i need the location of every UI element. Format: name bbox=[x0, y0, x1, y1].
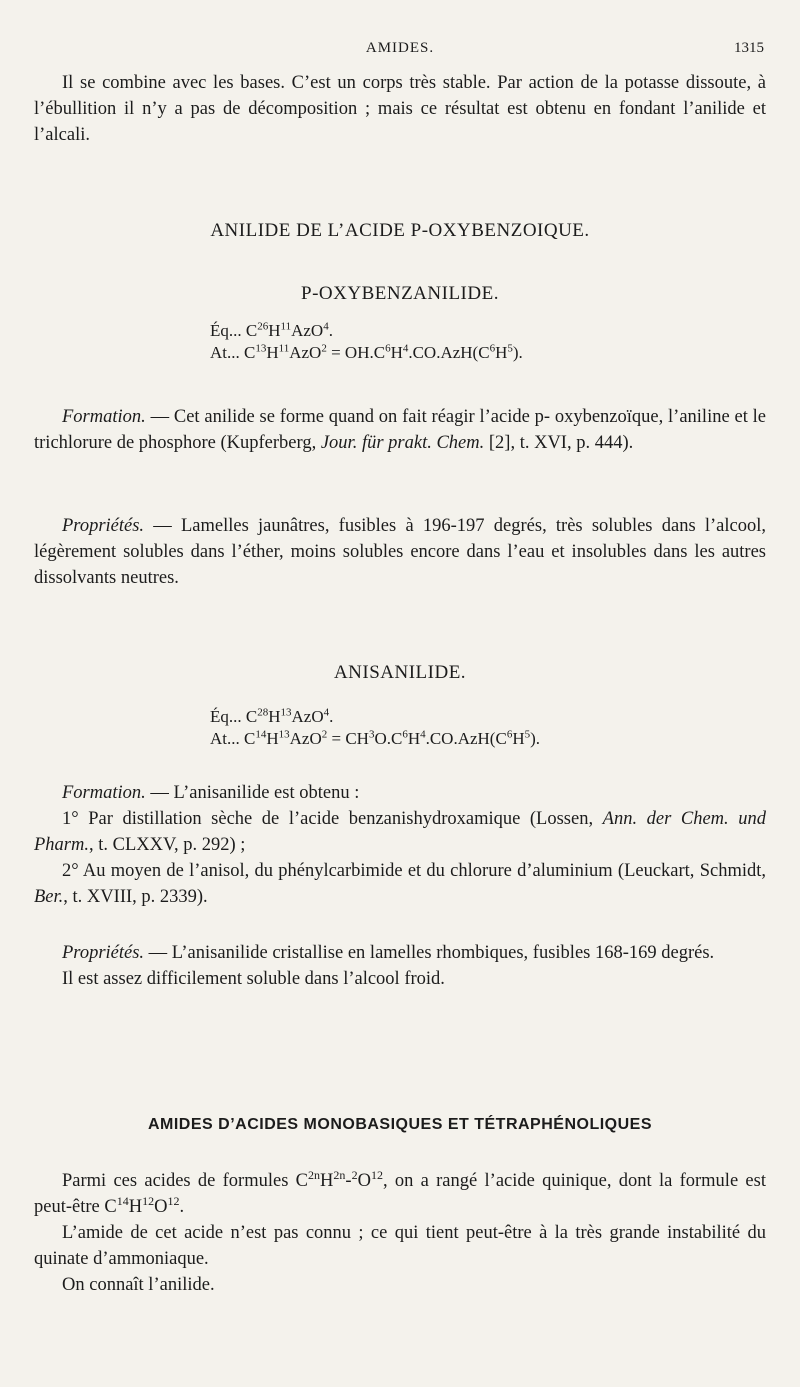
section3-paragraph-1: Parmi ces acides de formules $C^{2n}H^{2n}-^2O^{12}$, on a rangé l’acide quinique, dont la formule est peut-être $C^{14}H^{12}O^{12}$. bbox=[34, 1167, 766, 1217]
formula-anisanilide bbox=[210, 706, 540, 750]
section3-p1-start: Parmi ces acides de formules C bbox=[62, 1171, 309, 1191]
intro-text: Il se combine avec les bases. C’est un corps très stable. Par action de la potasse dissoute, à l’ébullition il n’y a pas de décomposition ; mais ce résultat est obtenu en fondant l’anilide et l’alcali. bbox=[34, 73, 766, 145]
formula-eq-label-2: Éq... bbox=[210, 707, 242, 726]
formula-at-label-2: At... bbox=[210, 729, 240, 748]
formation-item-2: 2° Au moyen de l’anisol, du phénylcarbimide et du chlorure d’aluminium (Leuckart, Schmidt, bbox=[62, 861, 766, 881]
formation-paragraph-1 bbox=[34, 404, 766, 456]
section-title-anilide: ANILIDE DE L’ACIDE P-OXYBENZOIQUE. bbox=[210, 220, 590, 241]
properties-label-2: Propriétés. bbox=[62, 943, 145, 963]
formation-text-2: — L’anisanilide est obtenu : bbox=[145, 783, 360, 803]
section3-paragraph-2: L’amide de cet acide n’est pas connu ; ce qui tient peut-être à la très grande instabilité du quinate d’ammoniaque. bbox=[34, 1223, 766, 1269]
running-header: AMIDES. bbox=[365, 40, 435, 56]
page-number: 1315 bbox=[734, 40, 764, 56]
properties-paragraph-1 bbox=[34, 513, 766, 591]
formula-at-line: At... $C^{13}H^{11}AzO^2 = OH.C^6H^4.CO.AzH(C^6H^5)$. bbox=[210, 342, 523, 362]
section3-body bbox=[34, 1168, 766, 1298]
intro-paragraph bbox=[34, 70, 766, 148]
properties-paragraph-2 bbox=[34, 940, 766, 992]
properties-text: — Lamelles jaunâtres, fusibles à 196-197 degrés, très solubles dans l’alcool, légèrement solubles dans l’éther, moins solubles encore dans l’eau et insolubles dans les autres dissolvants neutres. bbox=[34, 516, 766, 588]
formation-label: Formation. bbox=[62, 407, 146, 427]
formula-at-line-2: At... $C^{14}H^{13}AzO^2 = CH^3O.C^6H^4.CO.AzH(C^6H^5)$. bbox=[210, 728, 541, 748]
formation-label-2: Formation. bbox=[62, 783, 146, 803]
formula-at-label: At... bbox=[210, 343, 240, 362]
formula-eq-line-2: Éq... $C^{28}H^{13}AzO^4$. bbox=[210, 706, 334, 726]
section-subtitle-oxybenzanilide: P-OXYBENZANILIDE. bbox=[301, 283, 499, 304]
section3-p1-middle: , on a rangé l’acide quinique, dont la formule est peut-être C bbox=[34, 1171, 766, 1217]
formation-tail: [2], t. XVI, p. 444). bbox=[484, 433, 634, 453]
section3-paragraph-3: On connaît l’anilide. bbox=[62, 1275, 215, 1295]
properties-label: Propriétés. bbox=[62, 516, 145, 536]
formula-oxybenzanilide bbox=[210, 320, 523, 364]
properties-text-2b: Il est assez difficilement soluble dans l’alcool froid. bbox=[62, 969, 445, 989]
formation-item-1-reference: Ann. der Chem. und Pharm. bbox=[34, 809, 766, 855]
section-title-amides-acides: AMIDES D’ACIDES MONOBASIQUES ET TÉTRAPHÉNOLIQUES bbox=[147, 1116, 653, 1133]
properties-text-2: — L’anisanilide cristallise en lamelles rhombiques, fusibles 168-169 degrés. bbox=[144, 943, 715, 963]
formula-eq-label: Éq... bbox=[210, 321, 242, 340]
formula-eq-line: Éq... $C^{26}H^{11}AzO^4$. bbox=[210, 320, 333, 340]
formation-reference: Jour. für prakt. Chem. bbox=[320, 433, 485, 453]
section-title-anisanilide: ANISANILIDE. bbox=[333, 662, 467, 683]
formation-item-1-tail: , t. CLXXV, p. 292) ; bbox=[89, 835, 246, 855]
formation-item-2-reference: Ber. bbox=[34, 887, 64, 907]
formation-text: — Cet anilide se forme quand on fait réagir l’acide p- oxybenzoïque, l’aniline et le trichlorure de phosphore (Kupferberg, bbox=[34, 407, 766, 453]
formation-item-2-tail: , t. XVIII, p. 2339). bbox=[63, 887, 208, 907]
formation-paragraph-2 bbox=[34, 780, 766, 910]
formation-item-1: 1° Par distillation sèche de l’acide benzanishydroxamique (Lossen, bbox=[62, 809, 603, 829]
